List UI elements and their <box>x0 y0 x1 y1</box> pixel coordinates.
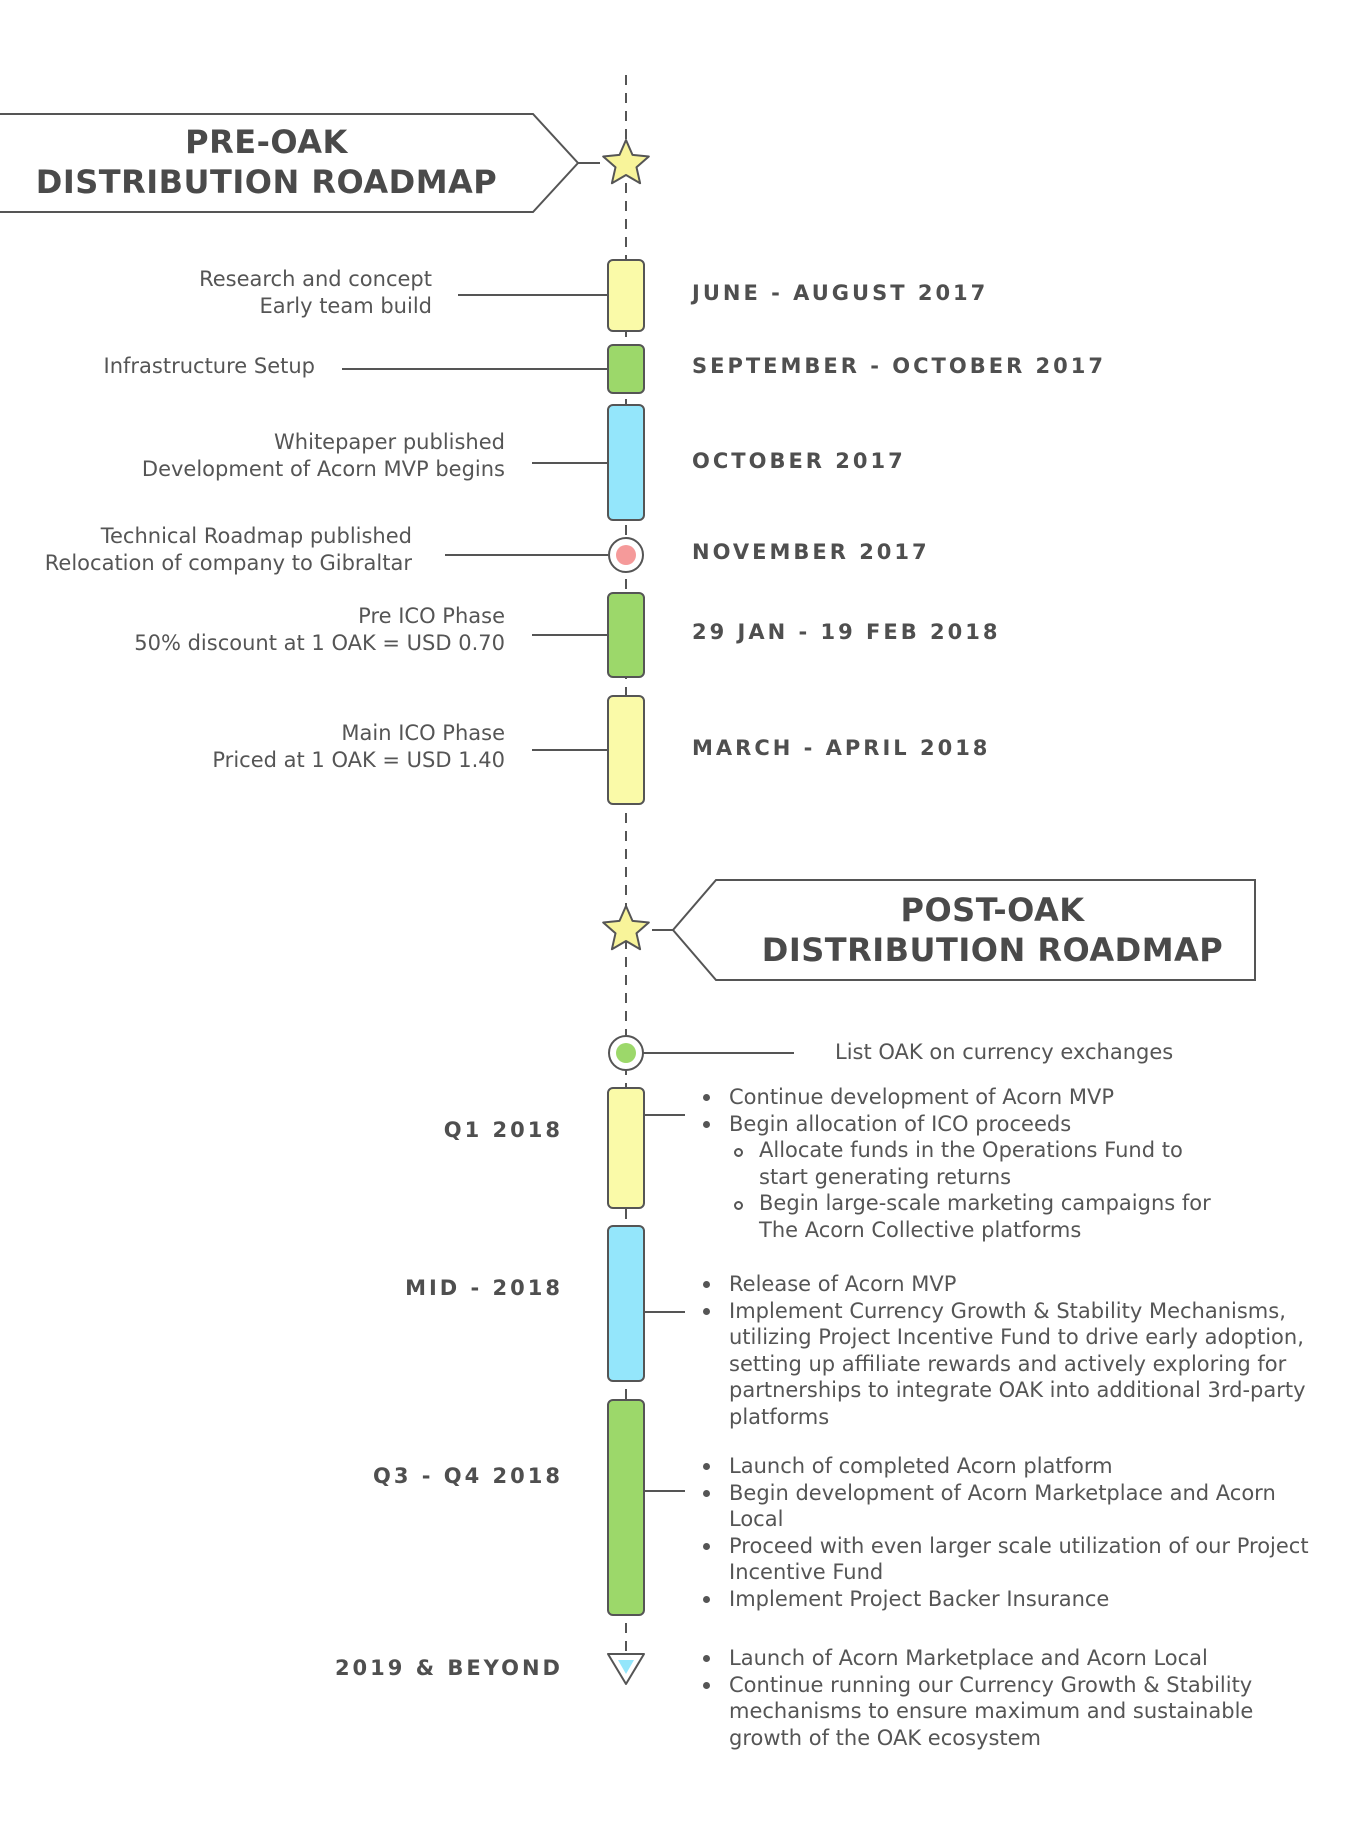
phase-items-mid-2018 <box>697 1271 1333 1430</box>
description-line: Pre ICO Phase <box>358 604 505 628</box>
phase-items-q1-2018 <box>697 1084 1297 1243</box>
milestone-description <box>212 720 505 774</box>
milestone-description <box>199 266 432 320</box>
milestone-dot-nov-2017 <box>616 545 636 565</box>
banner-line-1: POST-OAK <box>900 891 1085 929</box>
description-line: Infrastructure Setup <box>103 354 315 378</box>
milestone-date: SEPTEMBER - OCTOBER 2017 <box>692 354 1107 378</box>
star-icon <box>603 140 649 183</box>
list-item: Release of Acorn MVP <box>697 1271 1333 1298</box>
description-line: Main ICO Phase <box>341 721 505 745</box>
phase-items-q3-q4-2018 <box>697 1453 1333 1612</box>
list-item: Implement Project Backer Insurance <box>697 1586 1333 1613</box>
listing-text: List OAK on currency exchanges <box>835 1040 1174 1064</box>
milestone-date: 29 JAN - 19 FEB 2018 <box>692 620 1001 644</box>
description-line: Early team build <box>259 294 432 318</box>
milestone-description <box>134 603 505 657</box>
milestone-description <box>142 429 505 483</box>
phase-items-2019-beyond <box>697 1645 1297 1751</box>
list-item: Continue running our Currency Growth & Stability mechanisms to ensure maximum and sustainable growth of the OAK ecosystem <box>697 1672 1297 1752</box>
list-item: Continue development of Acorn MVP <box>697 1084 1297 1111</box>
pre-oak-banner-title <box>0 122 533 202</box>
description-line: Research and concept <box>199 267 432 291</box>
milestone-date: NOVEMBER 2017 <box>692 540 930 564</box>
post-oak-banner-title <box>740 890 1245 970</box>
milestone-description <box>45 523 412 577</box>
description-line: Development of Acorn MVP begins <box>141 457 505 481</box>
phase-label: MID - 2018 <box>405 1276 563 1300</box>
description-line: 50% discount at 1 OAK = USD 0.70 <box>134 631 505 655</box>
list-item: Begin allocation of ICO proceeds <box>697 1111 1297 1138</box>
listing-dot <box>616 1043 636 1063</box>
list-item: Launch of completed Acorn platform <box>697 1453 1333 1480</box>
milestone-marker-june-aug-2017 <box>608 260 644 331</box>
list-item: Proceed with even larger scale utilization of our Project Incentive Fund <box>697 1533 1333 1586</box>
sub-list-item: Allocate funds in the Operations Fund to start generating returns <box>697 1137 1297 1190</box>
milestone-marker-sep-oct-2017 <box>608 345 644 393</box>
description-line: Whitepaper published <box>274 430 505 454</box>
description-line: Technical Roadmap published <box>100 524 412 548</box>
list-item: Implement Currency Growth & Stability Mechanisms, utilizing Project Incentive Fund to drive early adoption, setting up affiliate rewards and actively exploring for partnerships to integrate OAK into additional 3rd-party platforms <box>697 1298 1333 1431</box>
milestone-marker-oct-2017 <box>608 405 644 520</box>
description-line: Priced at 1 OAK = USD 1.40 <box>212 748 505 772</box>
list-item: Begin development of Acorn Marketplace and Acorn Local <box>697 1480 1333 1533</box>
list-item: Launch of Acorn Marketplace and Acorn Local <box>697 1645 1297 1672</box>
milestone-date: OCTOBER 2017 <box>692 449 906 473</box>
milestone-date: MARCH - APRIL 2018 <box>692 736 991 760</box>
phase-marker-mid-2018 <box>608 1226 644 1381</box>
description-line: Relocation of company to Gibraltar <box>44 551 412 575</box>
milestone-date: JUNE - AUGUST 2017 <box>692 281 989 305</box>
milestone-marker-pre-ico <box>608 593 644 677</box>
phase-label: 2019 & BEYOND <box>334 1656 563 1680</box>
phase-label: Q1 2018 <box>443 1118 563 1142</box>
milestone-description <box>104 353 316 380</box>
milestone-marker-main-ico <box>608 696 644 804</box>
banner-line-1: PRE-OAK <box>185 123 348 161</box>
banner-line-2: DISTRIBUTION ROADMAP <box>35 163 498 201</box>
banner-line-2: DISTRIBUTION ROADMAP <box>761 931 1224 969</box>
phase-label: Q3 - Q4 2018 <box>372 1464 563 1488</box>
phase-marker-q3-q4-2018 <box>608 1400 644 1615</box>
phase-marker-q1-2018 <box>608 1088 644 1208</box>
sub-list-item: Begin large-scale marketing campaigns for The Acorn Collective platforms <box>697 1190 1297 1243</box>
